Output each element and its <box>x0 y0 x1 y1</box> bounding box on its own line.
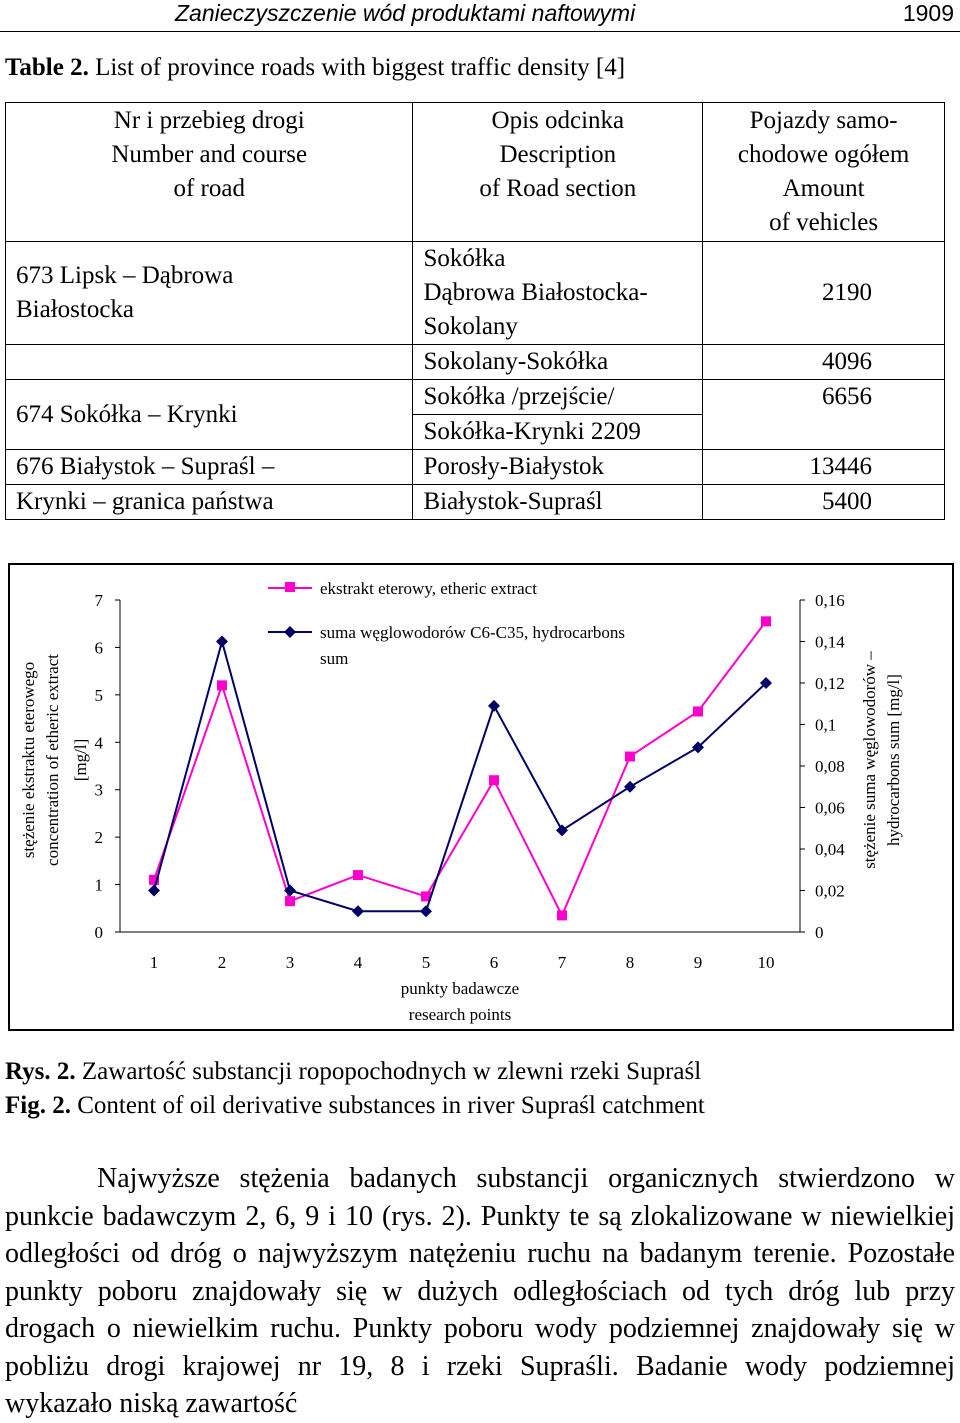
x-tick-label: 2 <box>217 953 227 972</box>
amount-cell: 4096 <box>703 345 945 380</box>
section-line: Dąbrowa Białostocka- <box>423 279 648 306</box>
amount-cell: 6656 <box>703 380 945 450</box>
right-tick-label: 0,02 <box>815 881 845 901</box>
data-point-etheric <box>489 775 499 785</box>
legend-label-hydrocarbons: suma węglowodorów C6-C35, hydrocarbons <box>320 623 626 642</box>
section-cell: Białystok-Supraśl <box>413 485 703 520</box>
figure-caption-en <box>5 1092 705 1120</box>
header-line: Amount <box>782 175 865 202</box>
left-tick-label: 0 <box>94 923 103 942</box>
x-tick-label: 1 <box>149 953 159 972</box>
left-axis-label: stężenie ekstraktu eterowego <box>19 661 38 859</box>
left-tick-label: 3 <box>94 780 103 800</box>
x-tick-label: 3 <box>285 953 295 972</box>
x-tick-label: 8 <box>625 953 635 972</box>
section-line: Sokolany <box>423 313 518 340</box>
section-cell: Sokółka-Krynki 2209 <box>413 415 703 450</box>
amount-cell: 13446 <box>703 450 945 485</box>
x-axis-label: punkty badawcze <box>400 979 520 998</box>
road-cell: 674 Sokółka – Krynki <box>6 380 413 450</box>
section-cell: Porosły-Białystok <box>413 450 703 485</box>
legend-label-hydrocarbons: sum <box>320 649 349 668</box>
header-line: Opis odcinka <box>491 107 625 134</box>
caption-label: Rys. 2. <box>5 1058 76 1085</box>
header-line: of Road section <box>479 175 637 202</box>
right-tick-label: 0,04 <box>815 840 845 859</box>
section-cell: Sokółka /przejście/ <box>413 380 703 415</box>
right-tick-label: 0 <box>815 923 824 942</box>
x-tick-label: 6 <box>489 953 499 972</box>
data-point-hydrocarbons <box>420 905 432 917</box>
right-tick-label: 0,14 <box>815 632 845 652</box>
x-axis-label: research points <box>408 1005 512 1024</box>
right-tick-label: 0,12 <box>815 674 845 693</box>
data-point-etheric <box>625 752 635 762</box>
section-cell: Sokolany-Sokółka <box>413 345 703 380</box>
running-title: Zanieczyszczenie wód produktami naftowymi <box>175 0 636 26</box>
header-line: Number and course <box>111 141 308 168</box>
data-point-etheric <box>761 616 771 626</box>
data-point-hydrocarbons <box>148 885 160 897</box>
header-line: Nr i przebieg drogi <box>113 107 305 134</box>
left-tick-label: 4 <box>94 733 103 753</box>
body-paragraph <box>5 1160 955 1423</box>
data-point-hydrocarbons <box>216 636 228 648</box>
x-tick-label: 4 <box>353 953 363 972</box>
left-axis-label: concentration of etheric extract <box>43 654 62 866</box>
left-tick-label: 5 <box>94 685 103 705</box>
left-tick-label: 2 <box>94 828 103 848</box>
table-caption-text: List of province roads with biggest traffic density [4] <box>88 54 626 81</box>
data-point-etheric <box>217 680 227 690</box>
data-point-hydrocarbons <box>556 824 568 836</box>
right-axis-label: hydrocarbons sum [mg/l] <box>884 674 903 846</box>
left-tick-label: 1 <box>94 875 103 895</box>
left-tick-label: 6 <box>94 638 103 658</box>
x-tick-label: 9 <box>693 953 703 972</box>
data-point-hydrocarbons <box>624 781 636 793</box>
data-point-hydrocarbons <box>352 905 364 917</box>
header-line: Description <box>499 141 617 168</box>
header-line: chodowe ogółem <box>737 141 910 168</box>
page-number: 1909 <box>902 0 954 26</box>
right-tick-label: 0,06 <box>815 798 845 818</box>
header-line: Pojazdy samo- <box>749 107 898 134</box>
section-line: Sokółka <box>423 245 506 272</box>
amount-cell: 2190 <box>703 242 945 345</box>
data-point-hydrocarbons <box>488 700 500 712</box>
right-axis-label: stężenie suma węglowodorów – <box>860 651 879 869</box>
paragraph-text: Najwyższe stężenia badanych substancji organicznych stwierdzono w punkcie badawczym 2, 6, 9 i 10 (rys. 2). Punkty te są zlokalizowane w niewielkiej odległości od dróg o najwyższym natężeniu ruchu na badanym terenie. Pozostałe punkty poboru znajdowały się w dużych odległościach od tych dróg lub przy drogach o niewielkim ruchu. Punkty poboru wody podziemnej znajdowały się w pobliżu drogi krajowej nr 19, 8 i rzeki Supraśli. Badanie wody podziemnej wykazało niską zawartość <box>5 1163 955 1419</box>
figure-caption-pl <box>5 1058 701 1086</box>
road-line: 673 Lipsk – Dąbrowa <box>16 262 234 289</box>
data-point-etheric <box>285 896 295 906</box>
caption-text: Content of oil derivative substances in river Supraśl catchment <box>70 1092 705 1119</box>
table-caption-label: Table 2. <box>5 54 89 81</box>
left-tick-label: 7 <box>94 591 103 610</box>
caption-text: Zawartość substancji ropopochodnych w zlewni rzeki Supraśl <box>75 1058 702 1085</box>
left-axis-label: [mg/l] <box>71 738 90 782</box>
road-cell: 676 Białystok – Supraśl – <box>6 450 413 485</box>
data-point-etheric <box>557 910 567 920</box>
x-tick-label: 7 <box>557 953 567 972</box>
series-line-hydrocarbons <box>154 642 766 912</box>
x-tick-label: 10 <box>757 953 775 972</box>
road-line: Białostocka <box>16 296 135 323</box>
data-point-etheric <box>353 870 363 880</box>
legend-marker-etheric <box>285 582 295 592</box>
legend-label-etheric: ekstrakt eterowy, etheric extract <box>320 579 537 598</box>
x-tick-label: 5 <box>421 953 431 972</box>
right-tick-label: 0,08 <box>815 757 845 776</box>
caption-label: Fig. 2. <box>5 1092 71 1119</box>
data-point-etheric <box>693 706 703 716</box>
right-tick-label: 0,16 <box>815 591 845 610</box>
right-tick-label: 0,1 <box>815 715 837 735</box>
header-line: of vehicles <box>769 209 879 236</box>
road-cell: Krynki – granica państwa <box>6 485 413 520</box>
amount-cell: 5400 <box>703 485 945 520</box>
header-line: of road <box>173 175 245 202</box>
